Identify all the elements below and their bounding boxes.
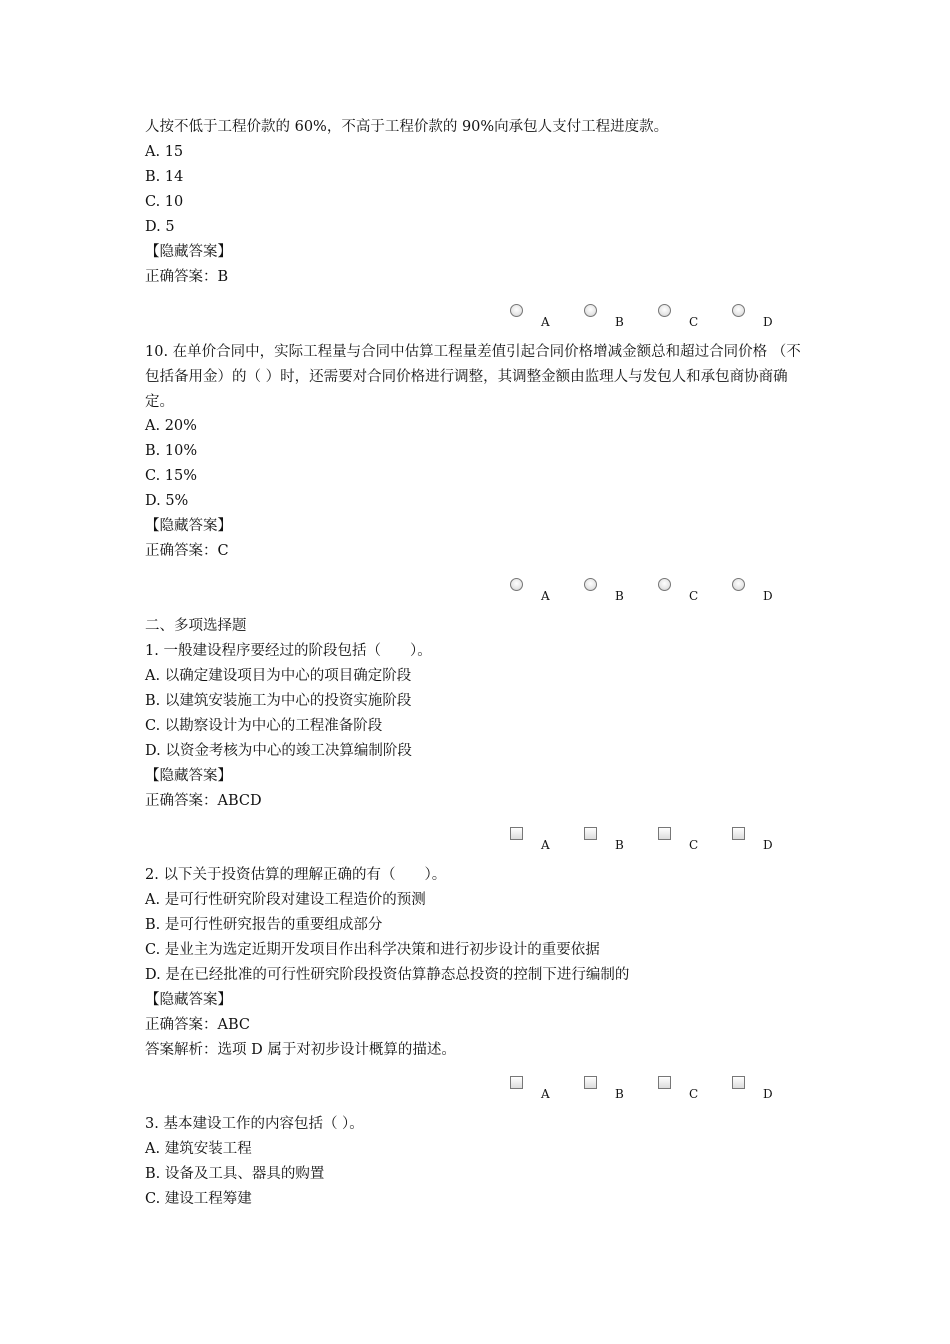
- m2-option-c: C. 是业主为选定近期开发项目作出科学决策和进行初步设计的重要依据: [145, 942, 600, 958]
- choice-label: C: [689, 838, 699, 852]
- checkbox-icon[interactable]: [658, 827, 671, 840]
- m1-hidden-answer: 【隐藏答案】: [145, 768, 232, 784]
- choice-label: D: [763, 838, 773, 852]
- q9-choice-a[interactable]: [510, 302, 550, 334]
- q9-choice-c[interactable]: [658, 302, 698, 334]
- choice-label: D: [763, 589, 773, 603]
- checkbox-icon[interactable]: [584, 1076, 597, 1089]
- m1-choice-a[interactable]: [510, 825, 550, 857]
- q10-correct-answer: 正确答案：C: [145, 543, 229, 559]
- m1-option-b: B. 以建筑安装施工为中心的投资实施阶段: [145, 693, 412, 709]
- choice-label: C: [689, 315, 699, 329]
- m1-choice-d[interactable]: [732, 825, 772, 857]
- m1-option-a: A. 以确定建设项目为中心的项目确定阶段: [145, 668, 412, 684]
- m2-option-a: A. 是可行性研究阶段对建设工程造价的预测: [145, 892, 426, 908]
- m1-option-d: D. 以资金考核为中心的竣工决算编制阶段: [145, 743, 412, 759]
- radio-icon[interactable]: [510, 578, 523, 591]
- m3-option-a: A. 建筑安装工程: [145, 1141, 252, 1157]
- checkbox-icon[interactable]: [510, 827, 523, 840]
- radio-icon[interactable]: [658, 304, 671, 317]
- q10-choice-d[interactable]: [732, 576, 772, 608]
- m3-stem: 3. 基本建设工作的内容包括（ ）。: [145, 1116, 364, 1132]
- q10-choice-c[interactable]: [658, 576, 698, 608]
- checkbox-icon[interactable]: [584, 827, 597, 840]
- m2-option-d: D. 是在已经批准的可行性研究阶段投资估算静态总投资的控制下进行编制的: [145, 967, 630, 983]
- q9-choice-d[interactable]: [732, 302, 772, 334]
- q9-option-a: A. 15: [145, 144, 184, 160]
- choice-label: A: [541, 589, 550, 603]
- m2-correct-answer: 正确答案：ABC: [145, 1017, 250, 1033]
- m2-option-b: B. 是可行性研究报告的重要组成部分: [145, 917, 383, 933]
- radio-icon[interactable]: [510, 304, 523, 317]
- radio-icon[interactable]: [584, 304, 597, 317]
- radio-icon[interactable]: [732, 304, 745, 317]
- q9-option-b: B. 14: [145, 169, 184, 185]
- q10-option-b: B. 10%: [145, 443, 198, 459]
- m2-stem: 2. 以下关于投资估算的理解正确的有（ ）。: [145, 867, 447, 883]
- m3-option-b: B. 设备及工具、器具的购置: [145, 1166, 325, 1182]
- checkbox-icon[interactable]: [510, 1076, 523, 1089]
- checkbox-icon[interactable]: [732, 827, 745, 840]
- q9-option-d: D. 5: [145, 219, 175, 235]
- m2-explanation: 答案解析：选项 D 属于对初步设计概算的描述。: [145, 1042, 456, 1058]
- radio-icon[interactable]: [658, 578, 671, 591]
- choice-label: B: [615, 838, 624, 852]
- checkbox-icon[interactable]: [658, 1076, 671, 1089]
- q9-hidden-answer: 【隐藏答案】: [145, 244, 232, 260]
- m1-choice-group: [510, 825, 790, 857]
- m1-choice-c[interactable]: [658, 825, 698, 857]
- choice-label: B: [615, 589, 624, 603]
- choice-label: A: [541, 315, 550, 329]
- q10-choice-b[interactable]: [584, 576, 624, 608]
- m2-choice-a[interactable]: [510, 1074, 550, 1106]
- m2-choice-b[interactable]: [584, 1074, 624, 1106]
- choice-label: A: [541, 838, 550, 852]
- q9-stem-tail: 人按不低于工程价款的 60%，不高于工程价款的 90%向承包人支付工程进度款。: [145, 119, 669, 135]
- q10-hidden-answer: 【隐藏答案】: [145, 518, 232, 534]
- m1-choice-b[interactable]: [584, 825, 624, 857]
- radio-icon[interactable]: [732, 578, 745, 591]
- q9-choice-b[interactable]: [584, 302, 624, 334]
- q10-choice-a[interactable]: [510, 576, 550, 608]
- section-title: 二、多项选择题: [145, 618, 247, 634]
- q9-choice-group: [510, 302, 790, 334]
- checkbox-icon[interactable]: [732, 1076, 745, 1089]
- q10-stem: 10. 在单价合同中，实际工程量与合同中估算工程量差值引起合同价格增减金额总和超过合同价格 （不包括备用金）的（ ）时，还需要对合同价格进行调整，其调整金额由监理人与发包人和承包商协商确定。: [145, 344, 801, 410]
- m2-hidden-answer: 【隐藏答案】: [145, 992, 232, 1008]
- q9-option-c: C. 10: [145, 194, 184, 210]
- m2-choice-c[interactable]: [658, 1074, 698, 1106]
- choice-label: D: [763, 1087, 773, 1101]
- q9-correct-answer: 正确答案：B: [145, 269, 229, 285]
- choice-label: C: [689, 589, 699, 603]
- q10-choice-group: [510, 576, 790, 608]
- radio-icon[interactable]: [584, 578, 597, 591]
- m2-choice-d[interactable]: [732, 1074, 772, 1106]
- m1-correct-answer: 正确答案：ABCD: [145, 793, 262, 809]
- m2-choice-group: [510, 1074, 790, 1106]
- choice-label: A: [541, 1087, 550, 1101]
- choice-label: B: [615, 1087, 624, 1101]
- q10-option-a: A. 20%: [145, 418, 197, 434]
- choice-label: B: [615, 315, 624, 329]
- q10-option-c: C. 15%: [145, 468, 198, 484]
- choice-label: D: [763, 315, 773, 329]
- q10-option-d: D. 5%: [145, 493, 189, 509]
- m1-stem: 1. 一般建设程序要经过的阶段包括（ ）。: [145, 643, 432, 659]
- m3-option-c: C. 建设工程筹建: [145, 1191, 252, 1207]
- m1-option-c: C. 以勘察设计为中心的工程准备阶段: [145, 718, 383, 734]
- choice-label: C: [689, 1087, 699, 1101]
